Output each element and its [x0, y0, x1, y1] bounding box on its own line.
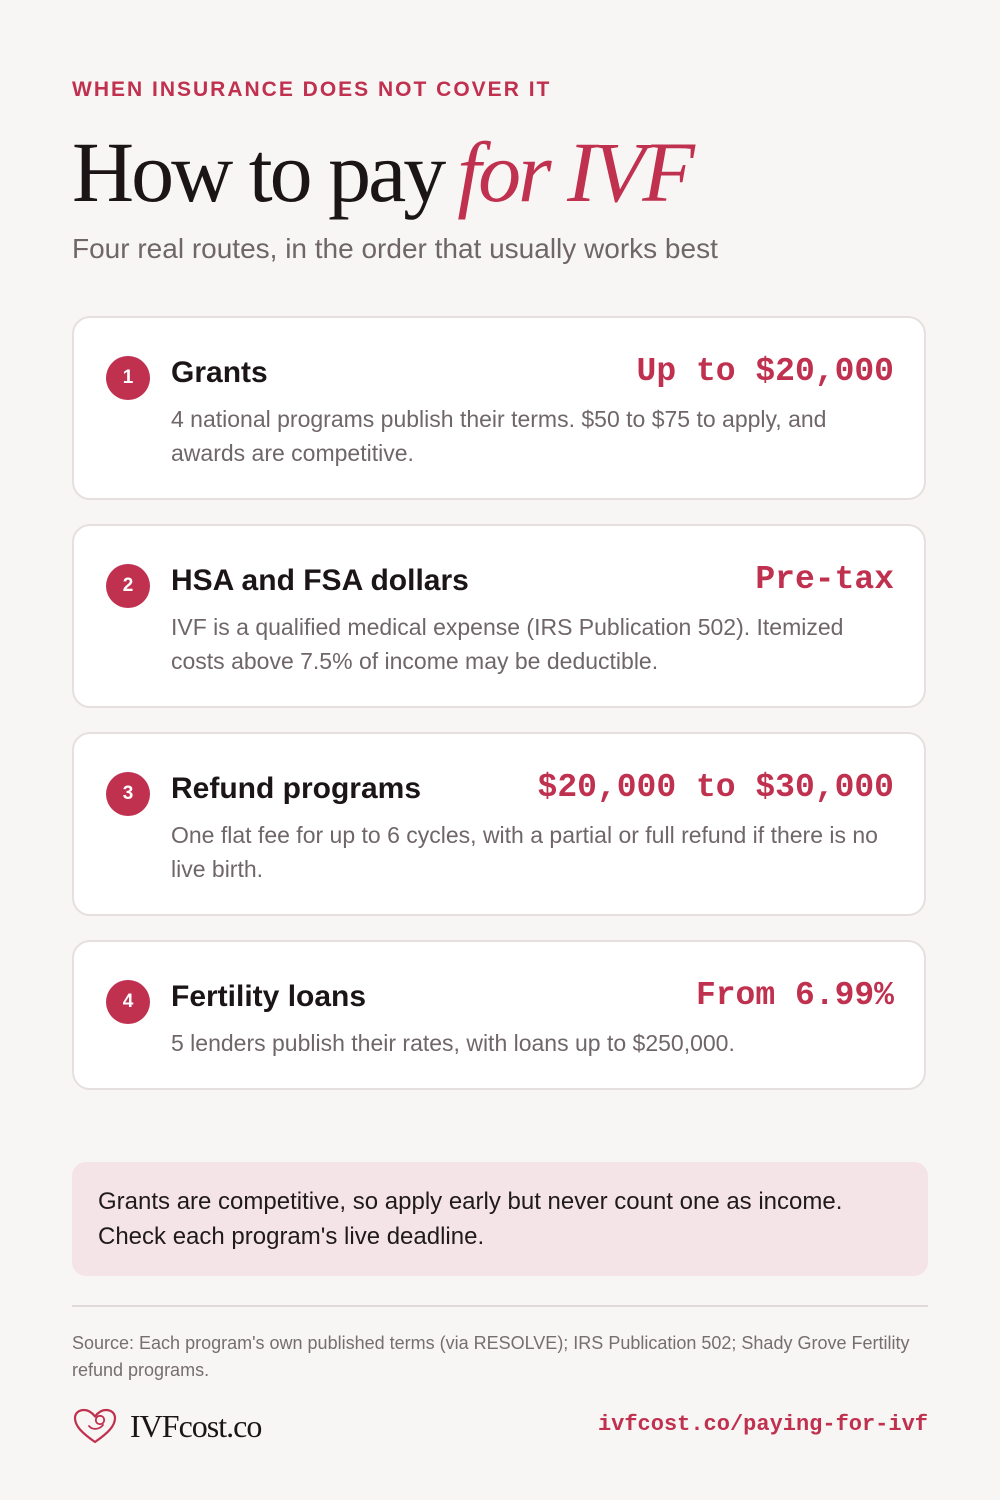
heart-icon: [72, 1407, 118, 1445]
route-number-badge: 4: [106, 980, 150, 1024]
callout-note-text: Grants are competitive, so apply early but never count one as income. Check each program's live deadline.: [98, 1188, 843, 1250]
route-title: Fertility loans: [171, 980, 367, 1013]
route-title: Grants: [171, 356, 268, 389]
callout-note: [72, 1162, 928, 1276]
route-value: Up to $20,000: [636, 353, 894, 390]
route-description: IVF is a qualified medical expense (IRS Publication 502). Itemized costs above 7.5% of income may be deductible.: [171, 614, 844, 674]
route-title: HSA and FSA dollars: [171, 564, 469, 597]
route-number-badge: 2: [106, 564, 150, 608]
route-card-fertility-loans: [72, 940, 926, 1090]
source-citation: Source: Each program's own published terms (via RESOLVE); IRS Publication 502; Shady Grove Fertility refund programs.: [72, 1333, 910, 1380]
route-number-badge: 1: [106, 356, 150, 400]
route-card-refund-programs: [72, 732, 926, 916]
route-value: $20,000 to $30,000: [537, 769, 894, 806]
route-value: From 6.99%: [695, 977, 894, 1014]
route-value: Pre-tax: [755, 561, 894, 598]
route-description: 5 lenders publish their rates, with loans up to $250,000.: [171, 1030, 735, 1056]
page-title-accent: for IVF: [457, 124, 692, 220]
page-title-main: How to pay: [72, 124, 444, 220]
footer-url-link[interactable]: ivfcost.co/paying-for-ivf: [597, 1412, 928, 1437]
route-number-badge: 3: [106, 772, 150, 816]
brand-logo[interactable]: [72, 1404, 261, 1448]
route-card-grants: [72, 316, 926, 500]
brand-name: IVFcost.co: [130, 1407, 262, 1444]
route-description: 4 national programs publish their terms. $50 to $75 to apply, and awards are competitive.: [171, 406, 827, 466]
footer-divider: [72, 1305, 928, 1307]
route-description: One flat fee for up to 6 cycles, with a partial or full refund if there is no live birth.: [171, 822, 878, 882]
route-card-hsa-fsa: [72, 524, 926, 708]
page-subtitle: Four real routes, in the order that usually works best: [72, 233, 718, 264]
route-title: Refund programs: [171, 772, 422, 805]
page-title: [72, 122, 692, 222]
eyebrow-label: WHEN INSURANCE DOES NOT COVER IT: [72, 78, 552, 101]
